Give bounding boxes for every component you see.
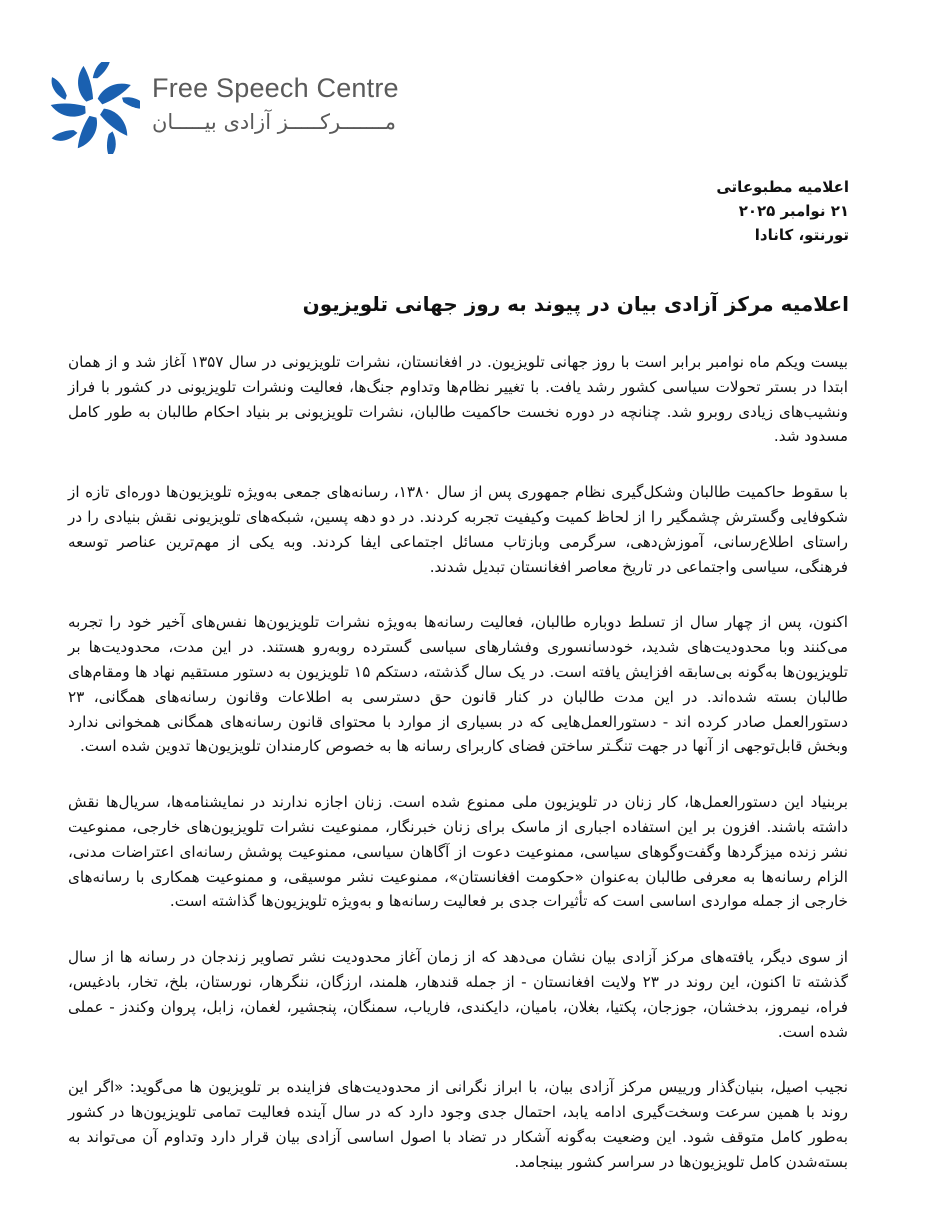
press-release-body: [68, 350, 848, 1206]
paragraph: بربنیاد این دستورالعمل‌ها، کار زنان در تلویزیون ملی ممنوع شده است. زنان اجازه ندارند در نمایشنامه‌ها، سریال‌ها نقش داشته باشند. افزون بر این استفاده اجباری از ماسک برای زنان خبرنگار، ممنوعیت نشرات تلویزیون‌های خارجی، ممنوعیت نشر زنده میزگردها وگفت‌وگوهای سیاسی، ممنوعیت دعوت از آگاهان سیاسی، ممنوعیت پوشش رسانه‌ای اعتراضات مدنی، الزام رسانه‌ها به معرفی طالبان به‌عنوان «حکومت افغانستان»، ممنوعیت نشر موسیقی، و ممنوعیت همکاری با رسانه‌های خارجی از جمله مواردی اساسی است که تأثیرات جدی بر فعالیت رسانه‌ها و به‌ویژه تلویزیون‌ها گذاشته است.: [68, 793, 848, 911]
release-meta: [716, 175, 849, 247]
org-name-en: Free Speech Centre: [152, 73, 399, 103]
org-name-fa: مـــــــرکـــــز آزادی بیـــــان: [152, 110, 396, 134]
org-name-block: [152, 72, 399, 138]
release-type: اعلامیه مطبوعاتی: [716, 178, 849, 196]
free-speech-centre-logo-icon: [48, 62, 140, 154]
paragraph: با سقوط حاکمیت طالبان وشکل‌گیری نظام جمهوری پس از سال ۱۳۸۰، رسانه‌های جمعی به‌ویژه تلویزیون‌ها دوره‌ای تازه از شکوفایی وگسترش چشمگیر را از لحاظ کمیت وکیفیت تجربه کردند. در دو دهه پسین، شبکه‌های تلویزیونی نقش بنیادی را در راستای اطلاع‌رسانی، آموزش‌دهی، سرگرمی وبازتاب مسائل اجتماعی ایفا کردند. وبه یکی از مهم‌ترین عناصر توسعه فرهنگی، سیاسی واجتماعی در تاریخ معاصر افغانستان تبدیل شدند.: [68, 483, 848, 576]
paragraph: از سوی دیگر، یافته‌های مرکز آزادی بیان نشان می‌دهد که از زمان آغاز محدودیت نشر تصاویر زندجان در رسانه ها از سال گذشته تا اکنون، این روند در ۲۳ ولایت افغانستان - از جمله قندهار، هلمند، ارزگان، ننگرهار، نورستان، بلخ، تخار، بادغیس، فراه، نیمروز، بدخشان، جوزجان، پکتیا، بغلان، بامیان، دایکندی، فاریاب، سمنگان، پنجشیر، لغمان، زابل، پروان وکندز - عملی شده است.: [68, 948, 848, 1041]
paragraph: اکنون، پس از چهار سال از تسلط دوباره طالبان، فعالیت رسانه‌ها به‌ویژه نشرات تلویزیون‌ها نفس‌های آخیر خود را تجربه می‌کنند وبا محدودیت‌های شدید، خودسانسوری وفشارهای سیاسی گسترده روبه‌رو هستند. در این مدت، محدودیت‌ها بر تلویزیون‌ها به‌گونه بی‌سابقه افزایش یافته است. در یک سال گذشته، دستکم ۱۵ تلویزیون به دستور مستقیم نهاد ها ومقام‌های طالبان بسته شده‌اند. در این مدت طالبان در کنار قانون حق دسترسی به اطلاعات وقانون رسانه‌های همگانی، ۲۳ دستورالعمل صادر کرده اند - دستورالعمل‌هایی که در بسیاری از موارد با محتوای قانون رسانه‌های همگانی همخوانی ندارد وبخش قابل‌توجهی از آنها در جهت تنگـتر ساختن فضای کاربرای رسانه ها به خصوص کارمندان تلویزیون‌ها تدوین شده است.: [68, 613, 849, 756]
paragraph: نجیب اصیل، بنیان‌گذار ورییس مرکز آزادی بیان، با ابراز نگرانی از محدودیت‌های فزاینده بر تلویزیون ها می‌گوید: «اگر این روند با همین سرعت وسخت‌گیری ادامه یابد، احتمال جدی وجود دارد که در سال آینده فعالیت تمامی تلویزیون‌ها در کشور به‌طور کامل متوقف شود. این وضعیت به‌گونه آشکار در تضاد با اصول اساسی آزادی بیان قرار دارد وتداوم آن می‌تواند به بسته‌شدن کامل تلویزیون‌ها در سراسر کشور بینجامد.: [68, 1078, 848, 1171]
paragraph: بیست ویکم ماه نوامبر برابر است با روز جهانی تلویزیون. در افغانستان، نشرات تلویزیونی در سال ۱۳۵۷ آغاز شد و از همان ابتدا در بستر تحولات سیاسی کشور رشد یافت. با تغییر نظام‌ها وتداوم جنگ‌ها، فعالیت ونشرات تلویزیونی در کشور با فراز ونشیب‌های زیادی روبرو شد. چنانچه در دوره نخست حاکمیت طالبان، نشرات تلویزیونی بر بنیاد احکام طالبان به طور کامل مسدود شد.: [68, 353, 848, 446]
page-title: اعلامیه مرکز آزادی بیان در پیوند به روز جهانی تلویزیون: [302, 292, 849, 316]
release-date: ۲۱ نوامبر ۲۰۲۵: [738, 202, 849, 220]
release-location: تورنتو، کانادا: [754, 226, 849, 244]
